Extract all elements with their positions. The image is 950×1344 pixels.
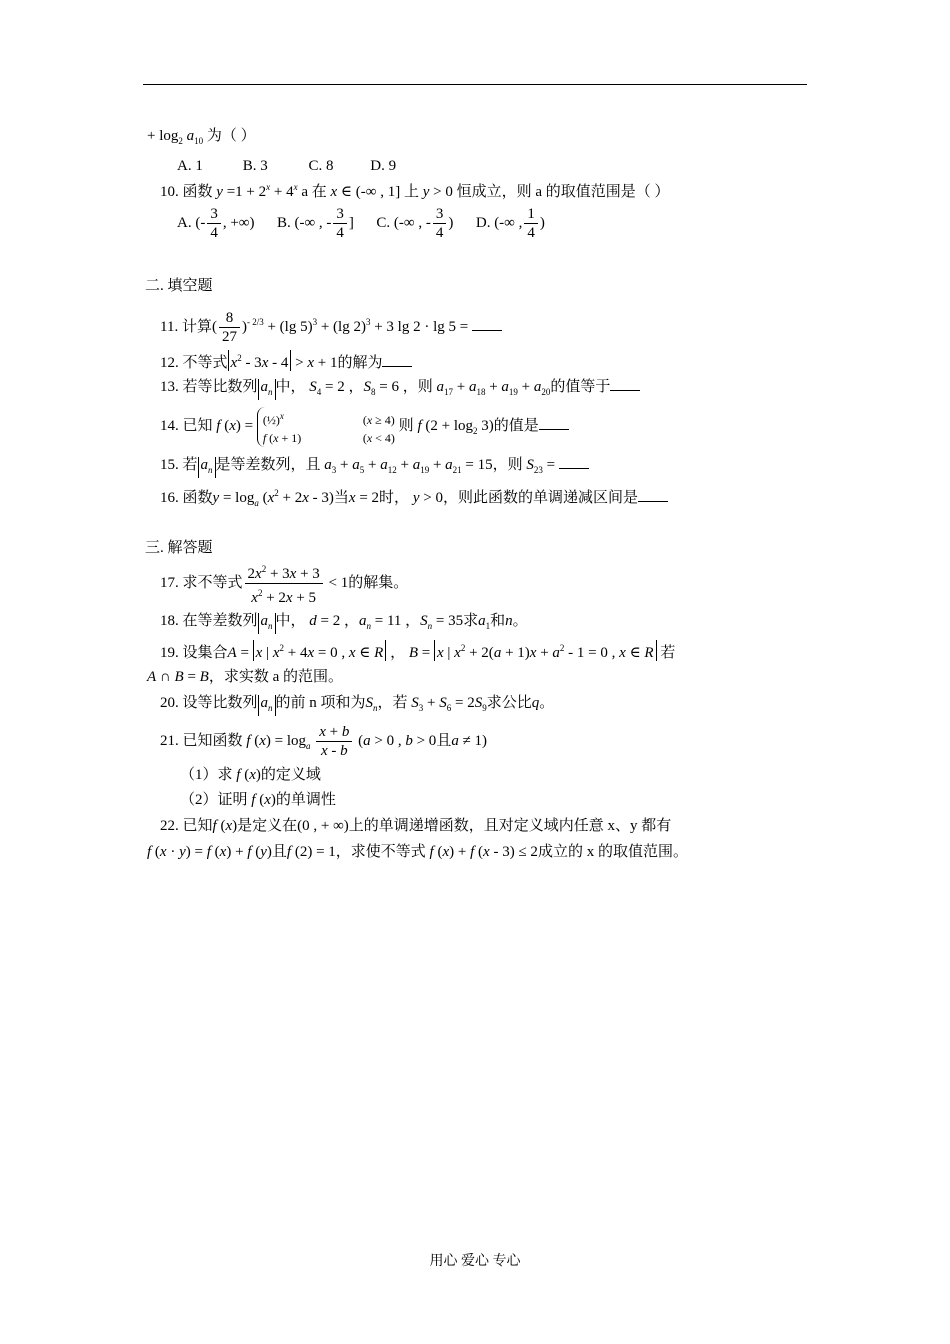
q22-line2: f (x · y) = f (x) + f (y)且f (2) = 1，求使不等式 f (x) + f (x - 3) ≤ 2成立的 x 的取值范围。 [147, 844, 688, 860]
q14: 14. 已知 f (x) = (½)$^x$ (x ≥ 4) f (x + 1) (x < 4) 则 f $(2 + \log_2 3)$的值是 [160, 405, 569, 452]
q22: 22. 已知f (x)是定义在(0 , + ∞)上的单调递增函数，且对定义域内任意 x、y 都有 [160, 818, 672, 834]
header-rule [143, 84, 807, 85]
q19-line2: A ∩ B = B，求实数 a 的范围。 [147, 669, 343, 685]
page-footer: 用心 爱心 专心 [429, 1254, 521, 1269]
section-2-heading: 二. 填空题 [145, 278, 213, 294]
q13: 13. 若等比数列 $a_n$ 中， $S_4 = 2$ ，$S_8 = 6$ ，则 $a_{17} + a_{18} + a_{19} + a_{20}$的值等于 [160, 377, 640, 402]
q9-options: A. 1 B. 3 C. 8 D. 9 [177, 158, 397, 174]
q10-options: A. (- $\frac{3}{4}$ , +∞) B. (-∞ , - $\frac{3}{4}$ ] C. (-∞ , - $\frac{3}{4}$ ) D. (-∞ , $\frac{1}{4}$ ) [177, 206, 545, 242]
q18: 18. 在等差数列 $a_n$ 中， d = 2 ，$a_n = 11$ ，$S_n = 35$求$a_1$和n。 [160, 611, 528, 636]
q11: 11. 计算( $\frac{8}{27}$ )$^{- 2/3}$ + (lg 5)$^3$ + (lg 2)$^3$ + 3 lg 2 · lg 5 = [160, 300, 502, 349]
q21-part2: （2）证明 f (x)的单调性 [180, 792, 336, 808]
q21: 21. 已知函数 f $(x) = \log_a$ $\frac{x + b}{x - b}$ (a > 0 , b > 0且a ≠ 1) [160, 724, 488, 760]
q20: 20. 设等比数列 $a_n$ 的前 n 项和为$S_n$，若 $S_3 + S_6 = 2S_9$求公比q。 [160, 693, 554, 718]
q15: 15. 若 $a_n$ 是等差数列，且 $a_3 + a_5 + a_{12} + a_{19} + a_{21} = 15$，则 $S_{23}$ = [160, 455, 589, 480]
q9-tail: + $\log_2 a_{10}$ 为（ ） [147, 128, 256, 146]
q21-part1: （1）求 f (x)的定义域 [180, 767, 321, 783]
q10-stem: 10. 函数 $y =1 + 2^x + 4^x$ a 在 x ∈ (-∞ , 1] 上 y > 0 恒成立，则 a 的取值范围是（ ） [160, 182, 670, 200]
q12: 12. 不等式 $x^2 - 3x - 4 > x + 1$的解为 [160, 350, 412, 373]
section-3-heading: 三. 解答题 [145, 540, 213, 556]
q19: 19. 设集合A = x | $x^2 + 4x = 0$ , x ∈ R ， B = x | $x^2 + 2(a + 1)x + a^2 - 1 = 0$ , x ∈ R 若 [160, 640, 675, 663]
q17: 17. 求不等式 $\frac{2x^2 + 3x + 3}{x^2 + 2x + 5}$ < 1的解集。 [160, 564, 409, 606]
q16: 16. 函数$y = \log_a (x^2 + 2x - 3)$当x = 2时， y > 0，则此函数的单调递减区间是 [160, 483, 668, 513]
